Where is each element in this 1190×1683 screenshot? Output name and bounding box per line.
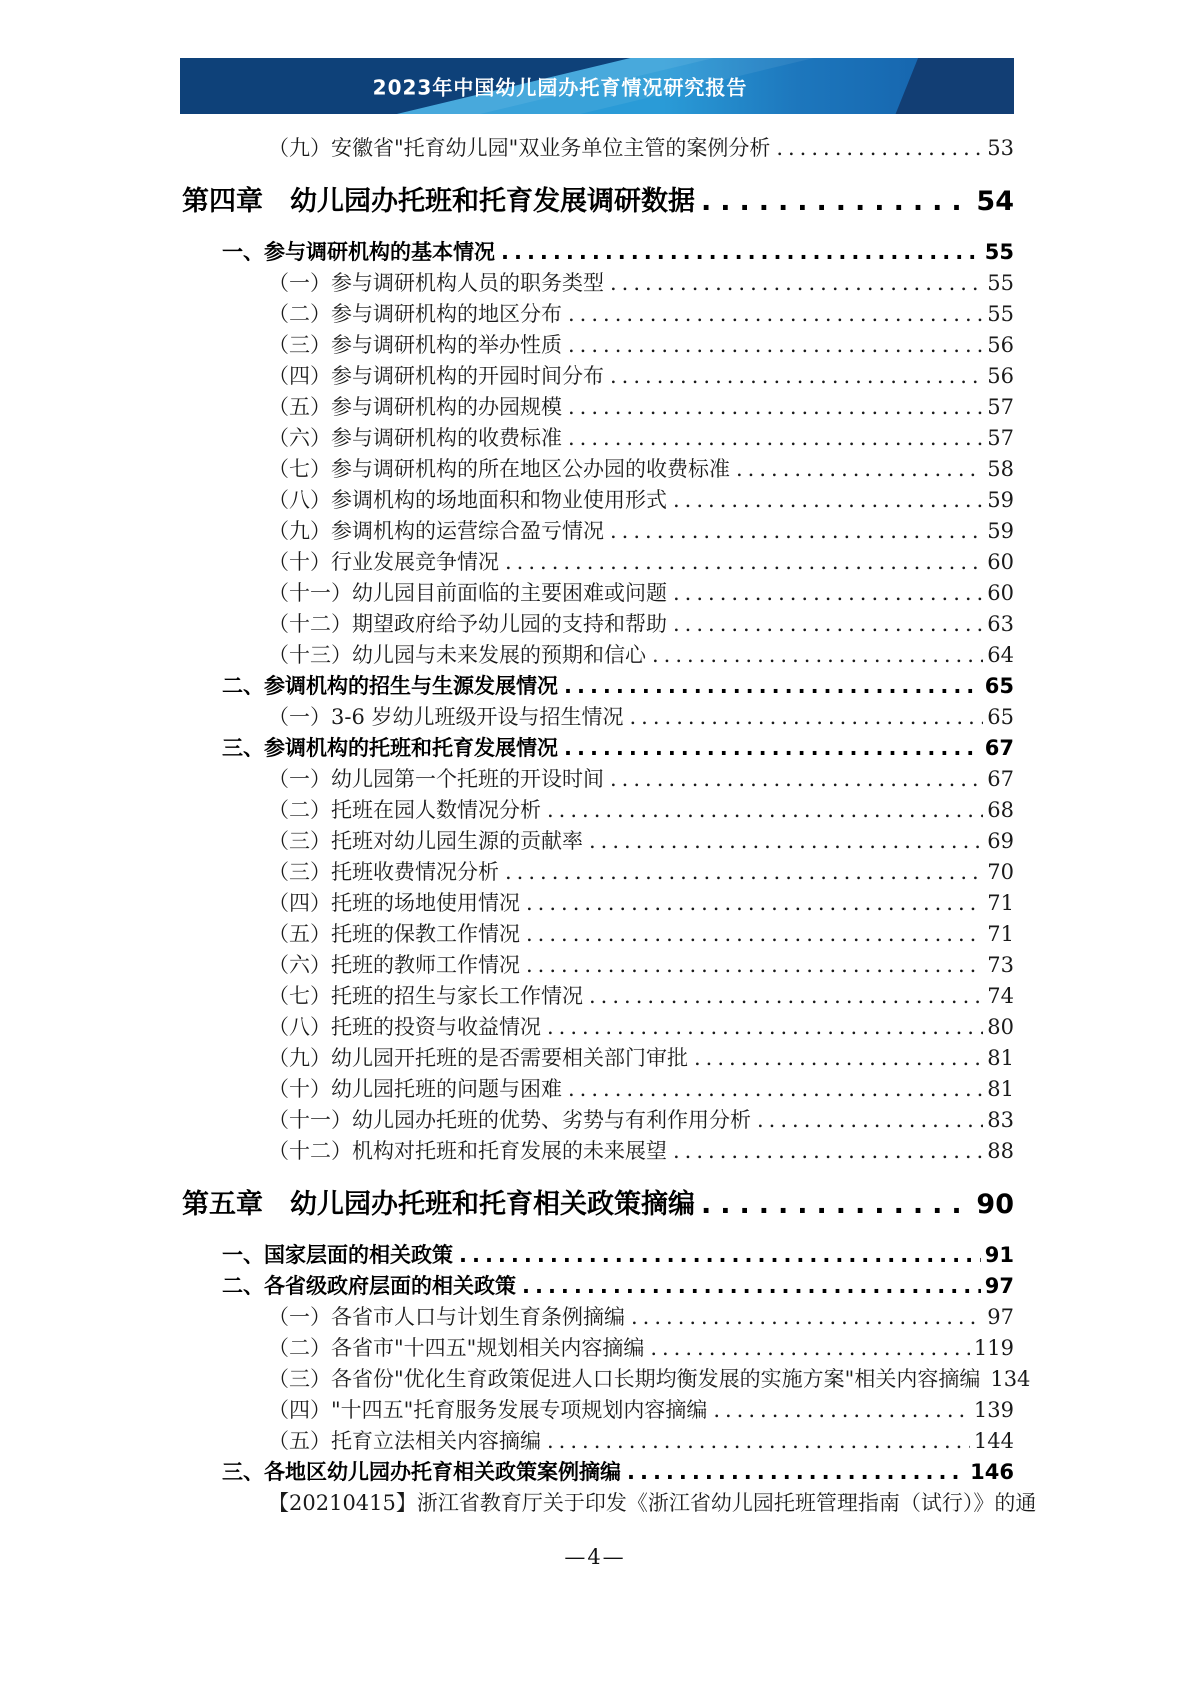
toc-entry-page: 73 — [987, 953, 1014, 977]
toc-entry-label: （七）托班的招生与家长工作情况 — [268, 984, 583, 1008]
toc-entry-page: 56 — [987, 364, 1014, 388]
dot-leader — [568, 330, 983, 361]
dot-leader — [589, 981, 983, 1012]
dot-leader — [589, 826, 983, 857]
toc-entry-page: 83 — [987, 1108, 1014, 1132]
toc-entry-page: 59 — [987, 519, 1014, 543]
toc-entry-label: （八）托班的投资与收益情况 — [268, 1015, 541, 1039]
toc-entry-label: （二）托班在园人数情况分析 — [268, 798, 541, 822]
toc-entry-label: 第五章 幼儿园办托班和托育相关政策摘编 — [182, 1189, 695, 1220]
toc-entry-label: （七）参与调研机构的所在地区公办园的收费标准 — [268, 457, 730, 481]
toc-entry-label: 二、参调机构的招生与生源发展情况 — [222, 674, 558, 698]
toc-entry-sub — [180, 950, 1014, 981]
dot-leader — [673, 609, 983, 640]
toc-entry-label: 一、国家层面的相关政策 — [222, 1243, 453, 1267]
dot-leader — [568, 299, 983, 330]
toc-entry-section — [180, 671, 1014, 702]
toc-entry-page: 90 — [976, 1189, 1014, 1220]
dot-leader — [526, 888, 983, 919]
dot-leader — [459, 1240, 981, 1271]
toc-entry-page: 71 — [987, 891, 1014, 915]
report-title: 2023年中国幼儿园办托育情况研究报告 — [372, 75, 748, 100]
dot-leader — [610, 764, 983, 795]
toc-entry-page: 65 — [987, 705, 1014, 729]
toc-entry-sub — [180, 1136, 1014, 1167]
toc-entry-sub — [180, 888, 1014, 919]
dot-leader — [776, 133, 983, 164]
toc-entry-sub — [180, 485, 1014, 516]
toc-entry-sub — [180, 702, 1014, 733]
dot-leader — [736, 454, 983, 485]
toc-entry-page: 144 — [973, 1429, 1014, 1453]
dot-leader — [526, 919, 983, 950]
toc-entry-label: 二、各省级政府层面的相关政策 — [222, 1274, 516, 1298]
toc-entry-sub — [180, 1364, 1031, 1395]
toc-entry-sub — [180, 361, 1014, 392]
toc-entry-sub — [180, 578, 1014, 609]
dot-leader — [631, 1302, 983, 1333]
dot-leader — [501, 237, 981, 268]
toc-entry-page: 97 — [984, 1274, 1014, 1298]
toc-entry-label: （一）3-6 岁幼儿班级开设与招生情况 — [268, 705, 624, 729]
dot-leader — [547, 795, 983, 826]
toc-entry-sub — [180, 423, 1014, 454]
dot-leader — [568, 392, 983, 423]
dot-leader — [568, 1074, 983, 1105]
toc-entry-label: （五）托班的保教工作情况 — [268, 922, 520, 946]
toc-entry-label: （十）行业发展竞争情况 — [268, 550, 499, 574]
toc-entry-label: （八）参调机构的场地面积和物业使用形式 — [268, 488, 667, 512]
toc-entry-section — [180, 1457, 1014, 1488]
toc-entry-sub — [180, 857, 1014, 888]
toc-entry-label: （四）"十四五"托育服务发展专项规划内容摘编 — [268, 1398, 708, 1422]
toc-entry-page: 60 — [987, 581, 1014, 605]
toc-entry-sub — [180, 1333, 1014, 1364]
toc-entry-label: 【20210415】浙江省教育厅关于印发《浙江省幼儿园托班管理指南（试行）》的通 — [268, 1491, 1037, 1515]
dot-leader — [522, 1271, 981, 1302]
toc-entry-page: 119 — [973, 1336, 1014, 1360]
toc-entry-sub — [180, 454, 1014, 485]
toc-entry-label: （二）各省市"十四五"规划相关内容摘编 — [268, 1336, 645, 1360]
toc-entry-page: 97 — [987, 1305, 1014, 1329]
toc-entry-page: 81 — [987, 1046, 1014, 1070]
toc-entry-label: （十一）幼儿园目前面临的主要困难或问题 — [268, 581, 667, 605]
toc-entry-sub — [180, 1012, 1014, 1043]
toc-entry-section — [180, 237, 1014, 268]
toc-entry-label: （三）托班收费情况分析 — [268, 860, 499, 884]
toc-entry-label: 三、各地区幼儿园办托育相关政策案例摘编 — [222, 1460, 621, 1484]
toc-entry-page: 55 — [987, 271, 1014, 295]
toc-entry-label: （九）幼儿园开托班的是否需要相关部门审批 — [268, 1046, 688, 1070]
toc-entry-page: 57 — [987, 426, 1014, 450]
toc-entry-page: 88 — [987, 1139, 1014, 1163]
toc-entry-sub — [180, 764, 1014, 795]
toc-entry-label: （一）参与调研机构人员的职务类型 — [268, 271, 604, 295]
toc-entry-page: 60 — [987, 550, 1014, 574]
toc-entry-label: （三）托班对幼儿园生源的贡献率 — [268, 829, 583, 853]
toc-entry-page: 70 — [987, 860, 1014, 884]
toc-entry-page: 81 — [987, 1077, 1014, 1101]
toc-entry-label: （四）托班的场地使用情况 — [268, 891, 520, 915]
toc-entry-label: （一）幼儿园第一个托班的开设时间 — [268, 767, 604, 791]
dot-leader — [564, 733, 981, 764]
dot-leader — [652, 640, 983, 671]
toc-entry-sub — [180, 1426, 1014, 1457]
toc-entry-section — [180, 1271, 1014, 1302]
toc-entry-sub — [180, 640, 1014, 671]
toc-entry-chapter — [180, 180, 1014, 224]
dot-leader — [568, 423, 983, 454]
toc-entry-page: 68 — [987, 798, 1014, 822]
toc-entry-sub — [180, 1105, 1014, 1136]
toc-entry-label: （四）参与调研机构的开园时间分布 — [268, 364, 604, 388]
report-header-banner — [180, 58, 1014, 114]
toc-entry-section — [180, 733, 1014, 764]
toc-entry-chapter — [180, 1183, 1014, 1227]
toc-entry-sub — [180, 1302, 1014, 1333]
toc-entry-sub — [180, 330, 1014, 361]
toc-entry-page: 69 — [987, 829, 1014, 853]
toc-entry-page: 57 — [987, 395, 1014, 419]
toc-entry-page: 71 — [987, 922, 1014, 946]
dot-leader — [610, 516, 983, 547]
toc-entry-page: 74 — [987, 984, 1014, 1008]
toc-entry-page: 134 — [990, 1367, 1031, 1391]
toc-entry-sub — [180, 547, 1014, 578]
toc-entry-sub — [180, 392, 1014, 423]
toc-entry-page: 146 — [970, 1460, 1014, 1484]
toc-entry-label: （十二）期望政府给予幼儿园的支持和帮助 — [268, 612, 667, 636]
toc-entry-label: （二）参与调研机构的地区分布 — [268, 302, 562, 326]
toc-entry-sub — [180, 133, 1014, 164]
toc-entry-sub — [180, 1395, 1014, 1426]
dot-leader — [526, 950, 983, 981]
dot-leader — [505, 857, 983, 888]
dot-leader — [701, 180, 972, 224]
toc-entry-label: （十三）幼儿园与未来发展的预期和信心 — [268, 643, 646, 667]
toc-entry-page: 56 — [987, 333, 1014, 357]
toc-entry-label: （五）托育立法相关内容摘编 — [268, 1429, 541, 1453]
toc-entry-section — [180, 1240, 1014, 1271]
toc-entry-label: （三）参与调研机构的举办性质 — [268, 333, 562, 357]
toc-entry-sub — [180, 609, 1014, 640]
dot-leader — [713, 1395, 970, 1426]
dot-leader — [694, 1043, 983, 1074]
toc-entry-label: （十一）幼儿园办托班的优势、劣势与有利作用分析 — [268, 1108, 751, 1132]
dot-leader — [673, 1136, 983, 1167]
dot-leader — [673, 485, 983, 516]
toc-entry-label: （三）各省份"优化生育政策促进人口长期均衡发展的实施方案"相关内容摘编 — [268, 1367, 981, 1391]
toc-entry-label: （五）参与调研机构的办园规模 — [268, 395, 562, 419]
toc-entry-sub — [180, 919, 1014, 950]
dot-leader — [650, 1333, 970, 1364]
toc-entry-sub — [180, 516, 1014, 547]
toc-entry-page: 63 — [987, 612, 1014, 636]
toc-entry-page: 59 — [987, 488, 1014, 512]
dot-leader — [673, 578, 983, 609]
toc-entry-label: 三、参调机构的托班和托育发展情况 — [222, 736, 558, 760]
toc-entry-label: （十）幼儿园托班的问题与困难 — [268, 1077, 562, 1101]
toc-entry-page: 64 — [987, 643, 1014, 667]
dot-leader — [610, 268, 983, 299]
toc-entry-label: （六）托班的教师工作情况 — [268, 953, 520, 977]
toc-entry-label: （九）安徽省"托育幼儿园"双业务单位主管的案例分析 — [268, 136, 771, 160]
dot-leader — [701, 1183, 972, 1227]
toc-entry-sub — [180, 981, 1014, 1012]
toc-entry-page: 67 — [987, 767, 1014, 791]
page-number-footer: —4— — [564, 1545, 626, 1569]
toc-entry-sub — [180, 1043, 1014, 1074]
toc-entry-label: （九）参调机构的运营综合盈亏情况 — [268, 519, 604, 543]
dot-leader — [547, 1426, 970, 1457]
dot-leader — [627, 1457, 966, 1488]
table-of-contents — [180, 128, 1037, 1519]
toc-entry-sub — [180, 268, 1014, 299]
dot-leader — [610, 361, 983, 392]
toc-entry-label: 一、参与调研机构的基本情况 — [222, 240, 495, 264]
toc-entry-cont — [180, 1488, 1037, 1519]
toc-entry-page: 53 — [987, 136, 1014, 160]
dot-leader — [564, 671, 981, 702]
dot-leader — [547, 1012, 983, 1043]
toc-entry-page: 80 — [987, 1015, 1014, 1039]
toc-entry-sub — [180, 826, 1014, 857]
toc-entry-page: 91 — [984, 1243, 1014, 1267]
toc-entry-sub — [180, 299, 1014, 330]
dot-leader — [757, 1105, 983, 1136]
toc-entry-sub — [180, 1074, 1014, 1105]
toc-entry-page: 65 — [984, 674, 1014, 698]
toc-entry-page: 54 — [976, 186, 1014, 217]
toc-entry-page: 58 — [987, 457, 1014, 481]
toc-entry-label: 第四章 幼儿园办托班和托育发展调研数据 — [182, 186, 695, 217]
toc-entry-page: 67 — [984, 736, 1014, 760]
toc-entry-page: 139 — [973, 1398, 1014, 1422]
toc-entry-page: 55 — [984, 240, 1014, 264]
toc-entry-page: 55 — [987, 302, 1014, 326]
toc-entry-label: （一）各省市人口与计划生育条例摘编 — [268, 1305, 625, 1329]
toc-entry-label: （六）参与调研机构的收费标准 — [268, 426, 562, 450]
dot-leader — [630, 702, 984, 733]
toc-entry-label: （十二）机构对托班和托育发展的未来展望 — [268, 1139, 667, 1163]
dot-leader — [505, 547, 983, 578]
toc-entry-sub — [180, 795, 1014, 826]
